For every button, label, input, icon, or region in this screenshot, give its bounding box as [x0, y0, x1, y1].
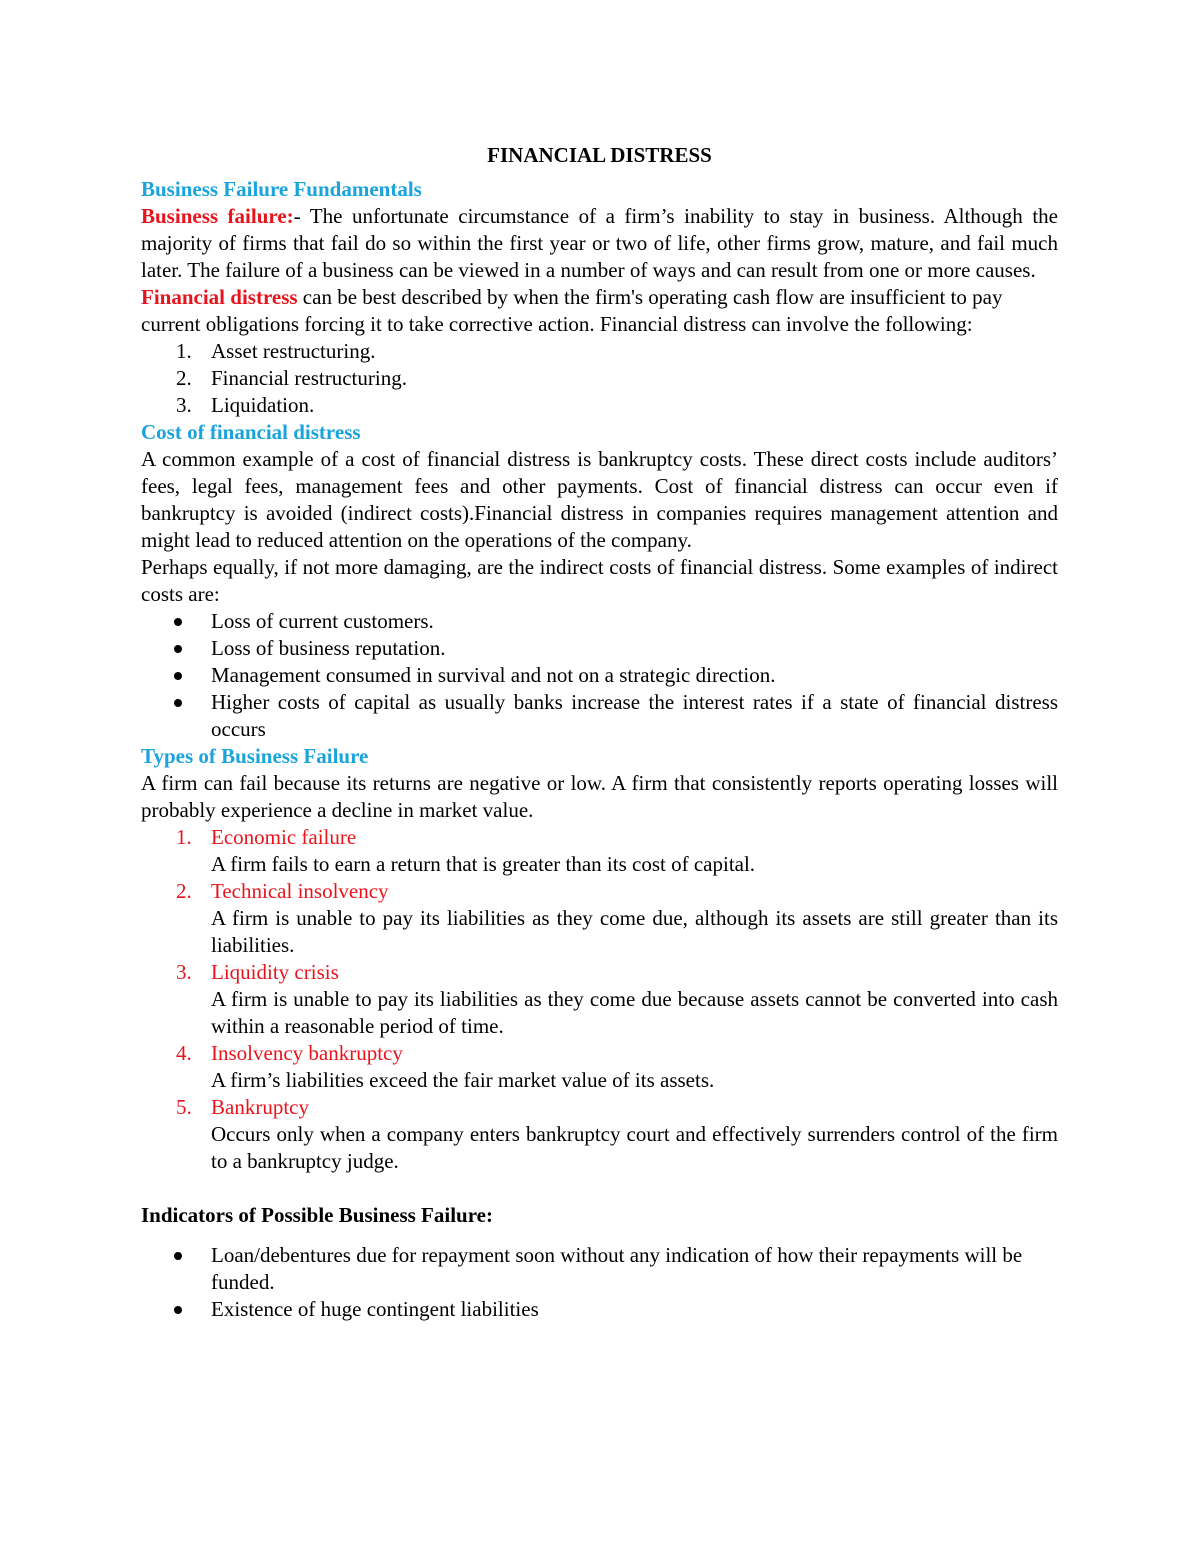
list-item	[141, 608, 1058, 635]
cost-paragraph-direct: A common example of a cost of financial distress is bankruptcy costs. These direct costs include auditors’ fees, legal fees, management fees and other payments. Cost of financial distress can occur even if bankruptcy is avoided (indirect costs).Financial distress in companies requires management attention and might lead to reduced attention on the operations of the company.	[141, 447, 1058, 552]
list-item	[141, 1242, 1058, 1296]
list-number: 3.	[176, 960, 192, 984]
section-heading-fundamentals: Business Failure Fundamentals	[141, 177, 422, 201]
list-item-text: Loan/debentures due for repayment soon without any indication of how their repayments will be funded.	[211, 1243, 1023, 1294]
indirect-costs-list	[141, 608, 1058, 743]
distress-actions-list	[141, 338, 1058, 419]
bullet-icon	[174, 645, 182, 653]
list-number: 1.	[176, 339, 192, 363]
bullet-icon	[174, 1252, 182, 1260]
list-item-text: Loss of business reputation.	[211, 636, 446, 660]
list-item	[141, 824, 1058, 878]
list-item	[141, 662, 1058, 689]
section-heading-cost: Cost of financial distress	[141, 420, 361, 444]
list-item-text: Liquidation.	[211, 393, 315, 417]
list-item	[141, 1094, 1058, 1175]
list-number: 2.	[176, 366, 192, 390]
failure-type-name: Bankruptcy	[211, 1095, 309, 1119]
cost-paragraph-indirect: Perhaps equally, if not more damaging, are the indirect costs of financial distress. Some examples of indirect costs are:	[141, 555, 1058, 606]
list-item	[141, 878, 1058, 959]
failure-type-name: Insolvency bankruptcy	[211, 1041, 403, 1065]
list-item	[141, 365, 1058, 392]
list-number: 5.	[176, 1095, 192, 1119]
list-number: 1.	[176, 825, 192, 849]
failure-type-name: Economic failure	[211, 825, 357, 849]
bullet-icon	[174, 618, 182, 626]
business-failure-text: - The unfortunate circumstance of a firm’s inability to stay in business. Although the majority of firms that fail do so within the first year or two of life, other firms grow, mature, and fail much later. The failure of a business can be viewed in a number of ways and can result from one or more causes.	[141, 204, 1058, 282]
business-failure-term: Business failure:	[141, 204, 294, 228]
list-number: 2.	[176, 879, 192, 903]
section-heading-types: Types of Business Failure	[141, 744, 369, 768]
bullet-icon	[174, 1306, 182, 1314]
list-item-text: Loss of current customers.	[211, 609, 434, 633]
list-item	[141, 689, 1058, 743]
list-number: 4.	[176, 1041, 192, 1065]
document-title: FINANCIAL DISTRESS	[487, 143, 712, 167]
list-item-text: Financial restructuring.	[211, 366, 407, 390]
section-heading-indicators: Indicators of Possible Business Failure:	[141, 1203, 493, 1227]
bullet-icon	[174, 672, 182, 680]
list-number: 3.	[176, 393, 192, 417]
list-item	[141, 635, 1058, 662]
list-item	[141, 1040, 1058, 1094]
bullet-icon	[174, 699, 182, 707]
financial-distress-paragraph	[141, 284, 1058, 338]
business-failure-paragraph	[141, 203, 1058, 284]
failure-type-desc: A firm fails to earn a return that is greater than its cost of capital.	[211, 852, 756, 876]
failure-type-desc: A firm is unable to pay its liabilities as they come due because assets cannot be converted into cash within a reasonable period of time.	[211, 987, 1058, 1038]
financial-distress-term: Financial distress	[141, 285, 298, 309]
document-body	[141, 142, 1058, 1323]
list-item	[141, 338, 1058, 365]
failure-type-desc: A firm is unable to pay its liabilities as they come due, although its assets are still greater than its liabilities.	[211, 906, 1058, 957]
list-item	[141, 1296, 1058, 1323]
list-item	[141, 959, 1058, 1040]
list-item-text: Management consumed in survival and not on a strategic direction.	[211, 663, 776, 687]
indicators-list	[141, 1242, 1058, 1323]
list-item	[141, 392, 1058, 419]
failure-type-desc: A firm’s liabilities exceed the fair market value of its assets.	[211, 1068, 715, 1092]
failure-types-list	[141, 824, 1058, 1175]
failure-type-desc: Occurs only when a company enters bankruptcy court and effectively surrenders control of the firm to a bankruptcy judge.	[211, 1122, 1058, 1173]
list-item-text: Asset restructuring.	[211, 339, 376, 363]
list-item-text: Higher costs of capital as usually banks increase the interest rates if a state of financial distress occurs	[211, 690, 1058, 741]
failure-type-name: Liquidity crisis	[211, 960, 339, 984]
financial-distress-text: can be best described by when the firm's operating cash flow are insufficient to pay current obligations forcing it to take corrective action. Financial distress can involve the following:	[141, 285, 1003, 336]
failure-type-name: Technical insolvency	[211, 879, 389, 903]
list-item-text: Existence of huge contingent liabilities	[211, 1297, 539, 1321]
types-intro: A firm can fail because its returns are negative or low. A firm that consistently reports operating losses will probably experience a decline in market value.	[141, 771, 1058, 822]
